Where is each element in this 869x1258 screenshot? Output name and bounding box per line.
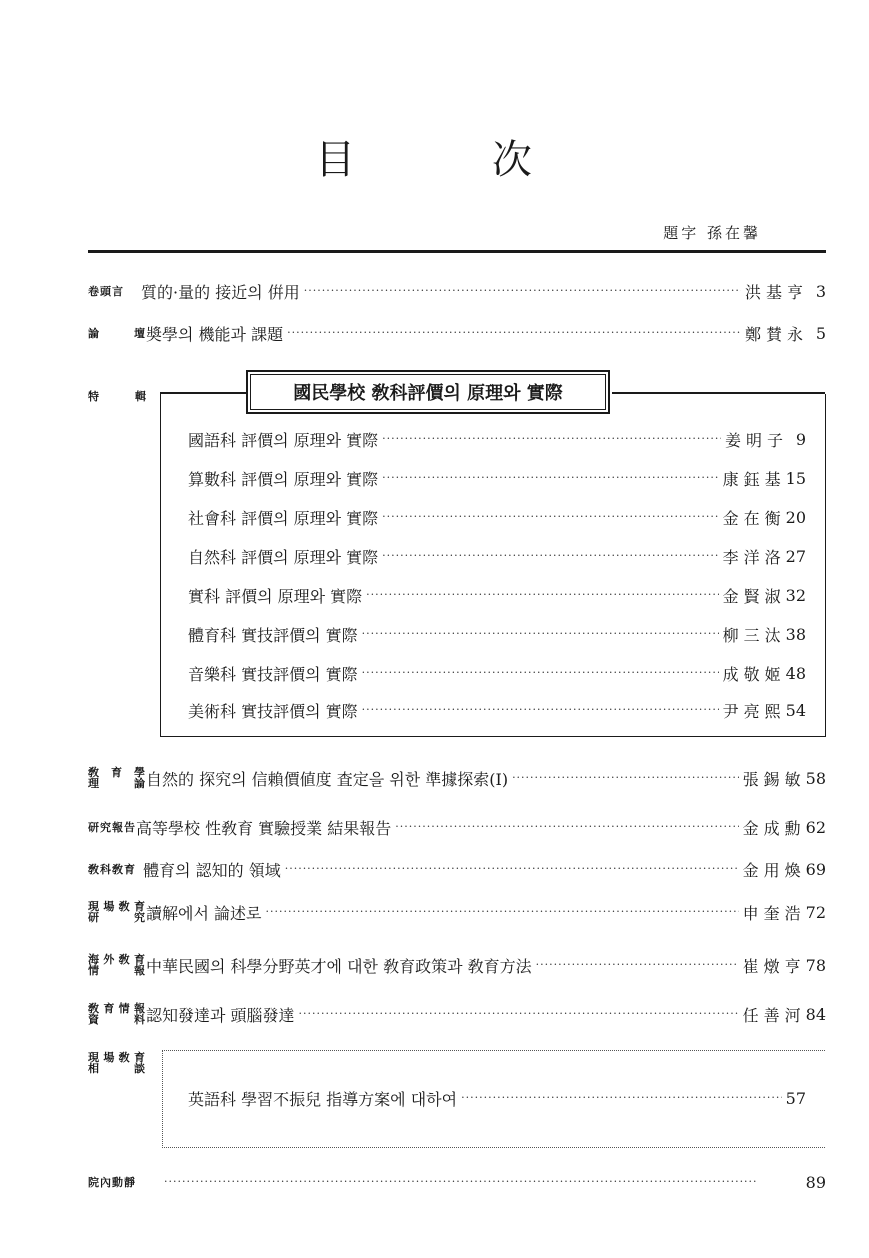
entry-author: 洪基亨 bbox=[744, 282, 808, 302]
feature-item[interactable] bbox=[188, 622, 806, 646]
entry-page: 78 bbox=[805, 955, 826, 975]
entry-category: 論 壇 bbox=[88, 326, 146, 340]
leader-dots bbox=[382, 544, 718, 568]
leader-dots bbox=[536, 953, 739, 977]
feature-title: 國民學校 敎科評價의 原理와 實際 bbox=[246, 370, 610, 414]
item-title: 社會科 評價의 原理와 實際 bbox=[188, 508, 379, 528]
item-author: 康鈺基 bbox=[722, 469, 786, 489]
entry-author: 崔燉亨 bbox=[742, 956, 806, 976]
entry-title: 自然的 探究의 信賴價値度 査定을 위한 準據探索(Ⅰ) bbox=[146, 769, 509, 789]
entry-title: 質的·量的 接近의 倂用 bbox=[141, 282, 300, 302]
entry-title: 讀解에서 論述로 bbox=[146, 903, 262, 923]
entry-author: 張錫敏 bbox=[742, 769, 806, 789]
leader-dots bbox=[265, 900, 738, 924]
leader-dots bbox=[461, 1086, 782, 1110]
calligraphy-credit: 題字 孫在馨 bbox=[663, 224, 761, 242]
item-title: 算數科 評價의 原理와 實際 bbox=[188, 469, 379, 489]
item-page: 32 bbox=[785, 585, 806, 605]
feature-item[interactable] bbox=[188, 466, 806, 490]
entry-category: 現場敎育 研 究 bbox=[88, 900, 146, 924]
entry-page: 5 bbox=[815, 323, 826, 343]
item-author: 李洋洛 bbox=[722, 547, 786, 567]
toc-entry[interactable] bbox=[88, 815, 826, 839]
toc-entry-forum[interactable] bbox=[88, 321, 826, 345]
leader-dots bbox=[299, 1002, 739, 1026]
feature-category: 特 輯 bbox=[88, 390, 146, 403]
entry-category: 海外敎育 情 報 bbox=[88, 953, 146, 977]
item-title: 實科 評價의 原理와 實際 bbox=[188, 586, 363, 606]
toc-entry[interactable] bbox=[88, 766, 826, 790]
leader-dots bbox=[285, 857, 739, 881]
entry-title: 奬學의 機能과 課題 bbox=[146, 324, 284, 344]
entry-category: 研究報告 bbox=[88, 820, 136, 834]
toc-entry-news[interactable] bbox=[88, 1170, 826, 1194]
entry-page: 69 bbox=[805, 859, 826, 879]
entry-category: 敎育學 理 論 bbox=[88, 766, 146, 790]
item-author: 姜明子 bbox=[724, 430, 788, 450]
feature-item[interactable] bbox=[188, 583, 806, 607]
entry-page: 62 bbox=[805, 817, 826, 837]
entry-title: 中華民國의 科學分野英才에 대한 敎育政策과 敎育方法 bbox=[146, 956, 532, 976]
item-page: 48 bbox=[785, 663, 806, 683]
item-author: 柳三汰 bbox=[722, 625, 786, 645]
item-page: 54 bbox=[785, 700, 806, 720]
entry-page: 3 bbox=[815, 281, 826, 301]
entry-category: 卷頭言 bbox=[88, 284, 124, 298]
item-title: 英語科 學習不振兒 指導方案에 대하여 bbox=[188, 1089, 458, 1109]
leader-dots bbox=[304, 279, 741, 303]
leader-dots bbox=[164, 1170, 802, 1194]
item-author: 金賢淑 bbox=[722, 586, 786, 606]
leader-dots bbox=[382, 427, 721, 451]
feature-item[interactable] bbox=[188, 661, 806, 685]
feature-item[interactable] bbox=[188, 427, 806, 451]
entry-title: 認知發達과 頭腦發達 bbox=[146, 1005, 295, 1025]
leader-dots bbox=[382, 466, 718, 490]
leader-dots bbox=[512, 766, 739, 790]
toc-entry[interactable] bbox=[88, 857, 826, 881]
entry-page: 84 bbox=[805, 1004, 826, 1024]
leader-dots bbox=[287, 321, 741, 345]
entry-title: 高等學校 性敎育 實驗授業 結果報告 bbox=[136, 818, 392, 838]
toc-entry[interactable] bbox=[88, 953, 826, 977]
item-title: 自然科 評價의 原理와 實際 bbox=[188, 547, 379, 567]
counsel-category: 現場敎育 相 談 bbox=[88, 1051, 146, 1075]
leader-dots bbox=[362, 698, 719, 722]
entry-author: 金成勳 bbox=[742, 818, 806, 838]
toc-entry[interactable] bbox=[88, 1002, 826, 1026]
item-title: 體育科 實技評價의 實際 bbox=[188, 625, 358, 645]
entry-author: 任善河 bbox=[742, 1005, 806, 1025]
item-page: 27 bbox=[785, 546, 806, 566]
item-page: 9 bbox=[795, 429, 806, 449]
entry-page: 72 bbox=[805, 902, 826, 922]
item-author: 成敬姬 bbox=[722, 664, 786, 684]
item-page: 15 bbox=[785, 468, 806, 488]
page-title: 目 次 bbox=[315, 137, 594, 183]
entry-category: 敎科敎育 bbox=[88, 862, 136, 876]
item-author: 金在衡 bbox=[722, 508, 786, 528]
item-title: 音樂科 實技評價의 實際 bbox=[188, 664, 358, 684]
entry-author: 申奎浩 bbox=[742, 903, 806, 923]
entry-page: 58 bbox=[805, 768, 826, 788]
leader-dots bbox=[395, 815, 738, 839]
feature-item[interactable] bbox=[188, 505, 806, 529]
entry-author: 鄭賛永 bbox=[744, 324, 808, 344]
leader-dots bbox=[382, 505, 718, 529]
header-rule bbox=[88, 250, 826, 253]
entry-title: 體育의 認知的 領域 bbox=[143, 860, 281, 880]
entry-author: 金用煥 bbox=[742, 860, 806, 880]
item-page: 38 bbox=[785, 624, 806, 644]
leader-dots bbox=[362, 622, 719, 646]
feature-item[interactable] bbox=[188, 698, 806, 722]
item-author: 尹亮熙 bbox=[722, 701, 786, 721]
feature-item[interactable] bbox=[188, 544, 806, 568]
leader-dots bbox=[366, 583, 718, 607]
entry-category: 敎育情報 資 料 bbox=[88, 1002, 146, 1026]
toc-entry-foreword[interactable] bbox=[88, 279, 826, 303]
item-title: 國語科 評價의 原理와 實際 bbox=[188, 430, 379, 450]
counsel-item[interactable] bbox=[188, 1086, 806, 1110]
item-page: 57 bbox=[785, 1088, 806, 1108]
entry-page: 89 bbox=[805, 1172, 826, 1192]
item-title: 美術科 實技評價의 實際 bbox=[188, 701, 358, 721]
entry-category: 院內動靜 bbox=[88, 1175, 136, 1189]
leader-dots bbox=[362, 661, 719, 685]
item-page: 20 bbox=[785, 507, 806, 527]
toc-entry[interactable] bbox=[88, 900, 826, 924]
